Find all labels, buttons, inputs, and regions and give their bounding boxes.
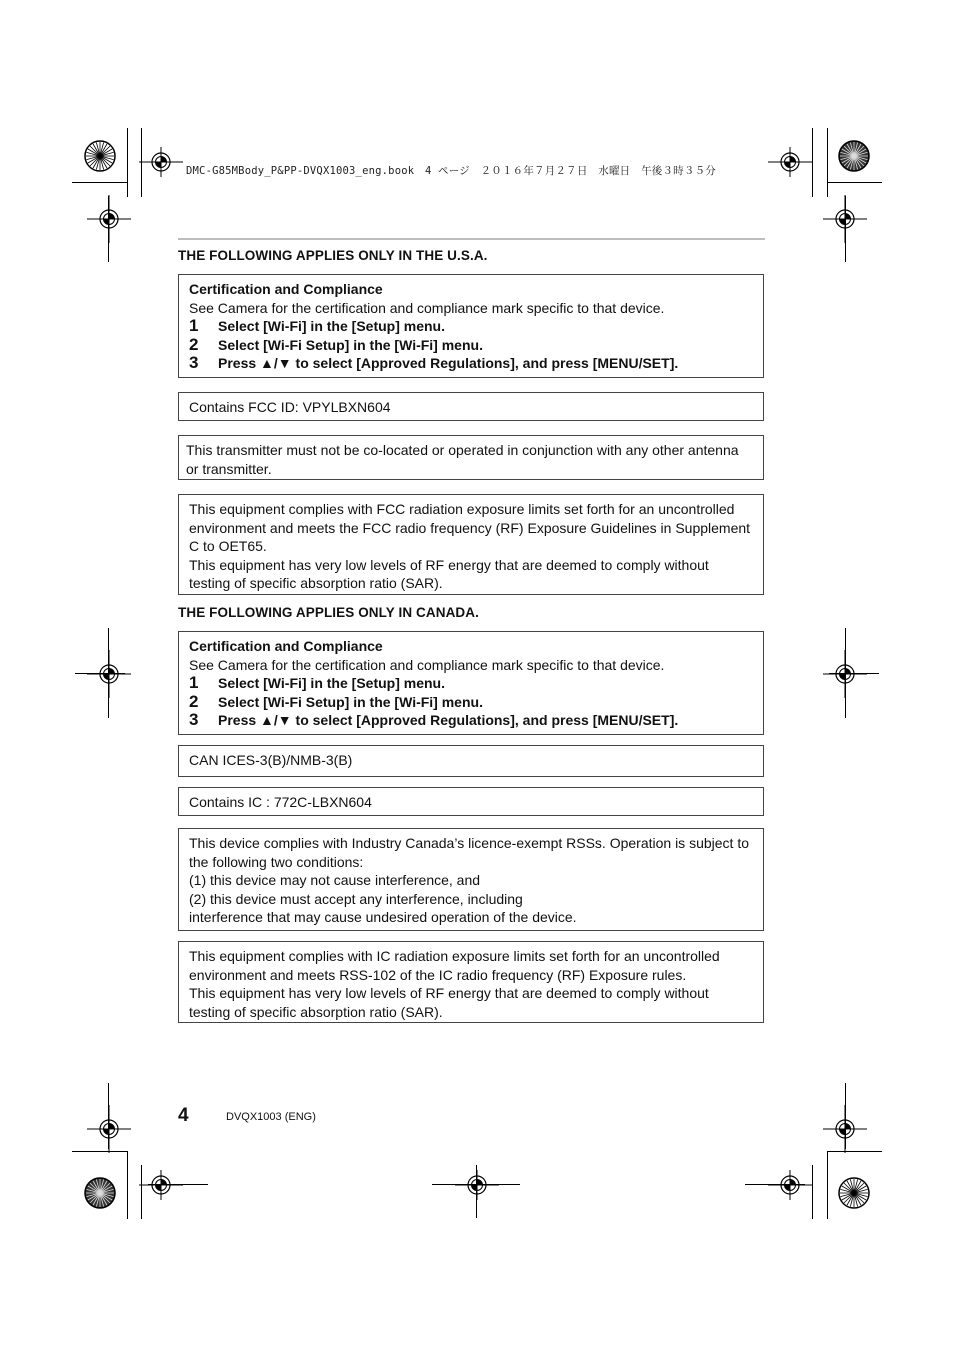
crop-line [108,1083,109,1149]
doc-code: DVQX1003 (ENG) [226,1111,316,1123]
registration-mark-icon [87,650,131,698]
top-rule [178,238,765,240]
sunburst-mark-icon [84,140,116,172]
page-number: 4 [178,1105,189,1126]
rss-line: (1) this device may not cause interference, and [189,872,481,888]
step-item: 1 Select [Wi-Fi] in the [Setup] menu. [189,673,445,692]
sunburst-mark-icon [838,140,870,172]
step-item: 2 Select [Wi-Fi Setup] in the [Wi-Fi] menu. [189,691,483,711]
rss-line: interference that may cause undesired operation of the device. [189,909,577,925]
ic-sar-paragraph: This equipment has very low levels of RF energy that are deemed to comply without testing of specific absorption ratio (SAR). [189,985,709,1020]
canada-certification-box [178,631,764,735]
step-item: 3 Press ▲/▼ to select [Approved Regulations], and press [MENU/SET]. [189,353,679,372]
step-item: 2 Select [Wi-Fi Setup] in the [Wi-Fi] menu. [189,334,483,354]
fcc-sar-paragraph: This equipment has very low levels of RF energy that are deemed to comply without testing of specific absorption ratio (SAR). [189,556,709,591]
fcc-id-box [178,392,764,421]
crop-line [75,673,125,674]
print-header: DMC-G85MBody_P&PP-DVQX1003_eng.book 4 ページ ２０１６年７月２７日 水曜日 午後３時３５分 [186,165,716,177]
crop-line [745,1184,805,1185]
canada-heading: THE FOLLOWING APPLIES ONLY IN CANADA. [178,605,479,620]
ic-id: Contains IC : 772C-LBXN604 [189,794,372,810]
fcc-rf-paragraph: This equipment complies with FCC radiation exposure limits set forth for an uncontrolled environment and meets the FCC radio frequency (RF) Exposure Guidelines in Supplement C to OET65. [189,501,751,554]
cert-text: See Camera for the certification and compliance mark specific to that device. [189,299,665,316]
crop-line [148,1184,208,1185]
crop-line [845,196,846,262]
registration-mark-icon [87,1105,131,1153]
registration-mark-icon [139,147,183,177]
usa-heading: THE FOLLOWING APPLIES ONLY IN THE U.S.A. [178,248,488,263]
ic-rf-box [178,941,764,1023]
registration-mark-icon [768,1170,812,1200]
sunburst-mark-icon [84,1177,116,1209]
registration-mark-icon [768,147,812,177]
crop-line [476,1165,477,1218]
ic-id-box [178,787,764,816]
cert-title: Certification and Compliance [189,638,383,654]
registration-mark-icon [139,1170,183,1200]
transmitter-box [178,435,764,480]
step-item: 3 Press ▲/▼ to select [Approved Regulations], and press [MENU/SET]. [189,710,679,729]
crop-line [845,1083,846,1149]
transmitter-notice: This transmitter must not be co-located or operated in conjunction with any other antenna or transmitter. [186,442,739,477]
rss-line: (2) this device must accept any interference, including [189,890,523,907]
cert-text: See Camera for the certification and compliance mark specific to that device. [189,656,665,673]
usa-certification-box [178,274,764,378]
cert-title: Certification and Compliance [189,281,383,297]
rss-box [178,828,764,931]
ices-box [178,745,764,777]
fcc-rf-box [178,494,764,595]
registration-mark-icon [87,195,131,243]
ices-label: CAN ICES-3(B)/NMB-3(B) [189,752,353,768]
sunburst-mark-icon [838,1177,870,1209]
crop-line [829,673,879,674]
rss-line: This device complies with Industry Canada’s licence-exempt RSSs. Operation is subject to the following two conditions: [189,835,749,870]
registration-mark-icon [455,1170,499,1200]
fcc-id: Contains FCC ID: VPYLBXN604 [189,399,391,415]
ic-rf-paragraph: This equipment complies with IC radiation exposure limits set forth for an uncontrolled environment and meets RSS-102 of the IC radio frequency (RF) Exposure rules. [189,948,720,983]
step-item: 1 Select [Wi-Fi] in the [Setup] menu. [189,316,445,335]
crop-line [108,196,109,262]
